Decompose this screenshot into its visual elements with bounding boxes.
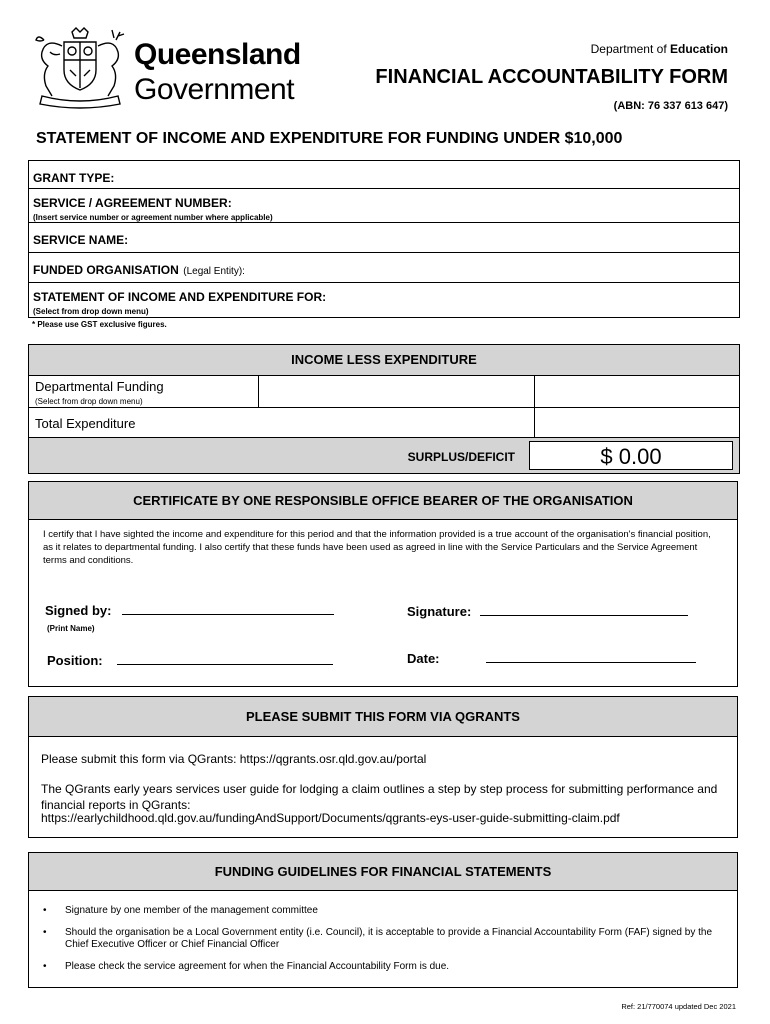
- department-label: [591, 42, 728, 56]
- grant-info-box: [28, 160, 740, 318]
- bullet-icon: •: [43, 905, 47, 916]
- submit-heading: PLEASE SUBMIT THIS FORM VIA QGRANTS: [29, 697, 737, 737]
- position-label: Position:: [47, 653, 103, 668]
- submit-guide-text: The QGrants early years services user guide for lodging a claim outlines a step by step process for submitting performance and financial reports in QGrants:: [41, 782, 718, 812]
- position-field[interactable]: [47, 652, 333, 670]
- total-expenditure-amount[interactable]: [535, 408, 739, 437]
- service-name-field[interactable]: [29, 223, 739, 253]
- abn-label: (ABN: 76 337 613 647): [613, 100, 728, 112]
- surplus-deficit-row: [29, 438, 739, 473]
- footer-reference: Ref: 21/770074 updated Dec 2021: [621, 1002, 736, 1011]
- surplus-label-cell: [29, 438, 529, 473]
- income-heading: INCOME LESS EXPENDITURE: [29, 345, 739, 376]
- guidelines-heading: FUNDING GUIDELINES FOR FINANCIAL STATEMENTS: [29, 853, 737, 891]
- signature-field[interactable]: [407, 603, 688, 621]
- certificate-heading: CERTIFICATE BY ONE RESPONSIBLE OFFICE BEARER OF THE ORGANISATION: [29, 482, 737, 520]
- department-name: Education: [669, 42, 728, 56]
- signature-line[interactable]: [480, 603, 688, 616]
- certificate-text: I certify that I have sighted the income and expenditure for this period and that the information provided is a true account of the organisation's financial position, as it relates to departmental funding. I also certify that these funds have been used as agreed in line with the Service Particulars and the Service Agreement terms and conditions.: [43, 529, 711, 566]
- guidelines-list: [43, 905, 723, 983]
- departmental-funding-select[interactable]: [259, 376, 535, 407]
- brand-name-line1: Queensland: [134, 38, 301, 71]
- total-expenditure-row: [29, 408, 739, 438]
- funded-organisation-label: FUNDED ORGANISATION: [33, 263, 179, 277]
- submit-portal-text: Please submit this form via QGrants: https://qgrants.osr.qld.gov.au/portal: [41, 752, 427, 766]
- departmental-funding-hint: (Select from drop down menu): [35, 397, 143, 406]
- guideline-item: [43, 927, 723, 951]
- coat-of-arms-icon: [32, 26, 128, 110]
- bullet-icon: •: [43, 927, 47, 938]
- gst-note: * Please use GST exclusive figures.: [32, 320, 167, 329]
- statement-period-hint: (Select from drop down menu): [33, 307, 149, 316]
- date-line[interactable]: [486, 650, 696, 663]
- departmental-funding-label-cell: [29, 376, 259, 407]
- departmental-funding-label: Departmental Funding: [35, 379, 164, 394]
- funded-organisation-field[interactable]: [29, 253, 739, 283]
- statement-period-dropdown[interactable]: [29, 283, 739, 317]
- guideline-text: Signature by one member of the management committee: [65, 905, 318, 916]
- departmental-funding-amount[interactable]: [535, 376, 739, 407]
- guideline-item: [43, 961, 723, 973]
- statement-title: STATEMENT OF INCOME AND EXPENDITURE FOR FUNDING UNDER $10,000: [36, 130, 623, 147]
- surplus-deficit-value-box: [529, 441, 733, 470]
- brand-name-line2: Government: [134, 73, 295, 106]
- service-number-field[interactable]: [29, 189, 739, 223]
- total-expenditure-label: Total Expenditure: [35, 416, 136, 431]
- date-field[interactable]: [407, 650, 696, 668]
- departmental-funding-row: [29, 376, 739, 408]
- surplus-deficit-label: SURPLUS/DEFICIT: [407, 450, 515, 464]
- guidelines-section: [28, 852, 738, 988]
- signed-by-label: Signed by:: [45, 603, 112, 618]
- service-number-label: SERVICE / AGREEMENT NUMBER:: [33, 196, 232, 210]
- legal-entity-label: (Legal Entity):: [183, 266, 245, 277]
- surplus-deficit-value: $ 0.00: [600, 444, 662, 469]
- print-name-label: (Print Name): [47, 624, 95, 633]
- bullet-icon: •: [43, 961, 47, 972]
- certificate-section: [28, 481, 738, 687]
- signed-by-line[interactable]: [122, 602, 334, 615]
- submit-guide-link[interactable]: https://earlychildhood.qld.gov.au/fundingAndSupport/Documents/qgrants-eys-user-guide-submitting-claim.pdf: [41, 811, 620, 825]
- guideline-item: [43, 905, 723, 917]
- income-expenditure-table: [28, 344, 740, 474]
- position-line[interactable]: [117, 652, 333, 665]
- statement-period-label: STATEMENT OF INCOME AND EXPENDITURE FOR:: [33, 290, 327, 304]
- signature-label: Signature:: [407, 604, 472, 619]
- guideline-text: Please check the service agreement for when the Financial Accountability Form is due.: [65, 961, 450, 972]
- grant-type-field[interactable]: [29, 161, 739, 189]
- service-number-hint: (Insert service number or agreement number where applicable): [33, 213, 273, 222]
- submit-section: [28, 696, 738, 838]
- department-prefix: Department of: [590, 42, 670, 56]
- total-expenditure-label-cell: [29, 408, 535, 437]
- form-title: FINANCIAL ACCOUNTABILITY FORM: [375, 66, 728, 88]
- guideline-text: Should the organisation be a Local Government entity (i.e. Council), it is acceptable to provide a Financial Accountability Form (FAF) signed by the Chief Executive Officer or Chief Financial Officer: [65, 927, 713, 950]
- service-name-label: SERVICE NAME:: [33, 233, 129, 247]
- date-label: Date:: [407, 651, 440, 666]
- signed-by-field[interactable]: [45, 602, 334, 620]
- grant-type-label: GRANT TYPE:: [33, 171, 115, 185]
